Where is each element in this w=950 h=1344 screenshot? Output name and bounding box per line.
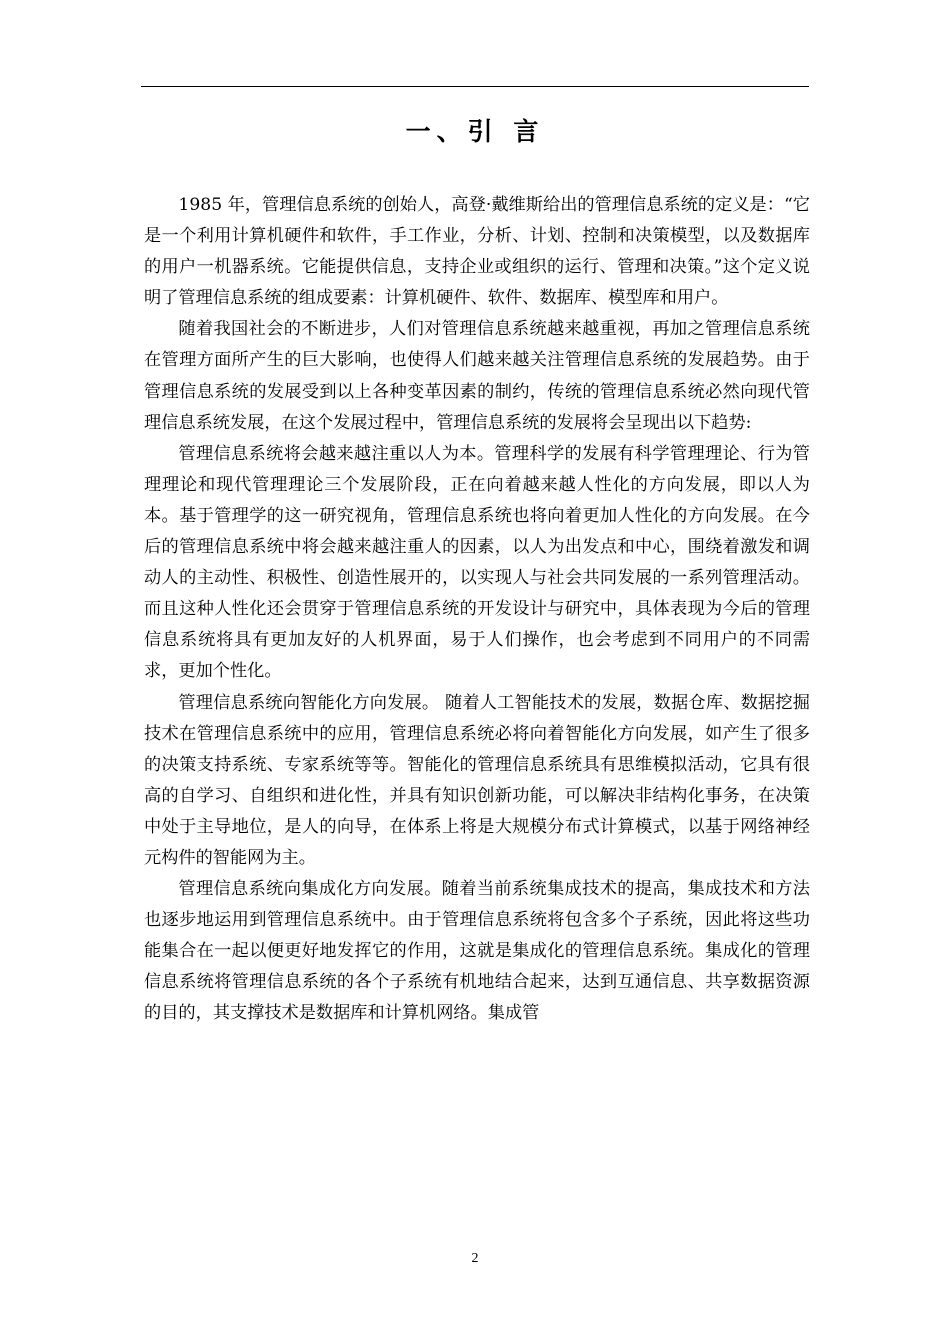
paragraph-people-oriented: 管理信息系统将会越来越注重以人为本。管理科学的发展有科学管理理论、行为管理理论和现代管理理论三个发展阶段，正在向着越来越人性化的方向发展，即以人为本。基于管理学的这一研究视角，管理信息系统也将向着更加人性化的方向发展。在今后的管理信息系统中将会越来越注重人的因素，以人为出发点和中心，围绕着激发和调动人的主动性、积极性、创造性展开的，以实现人与社会共同发展的一系列管理活动。而且这种人性化还会贯穿于管理信息系统的开发设计与研究中，具体表现为今后的管理信息系统将具有更加友好的人机界面，易于人们操作，也会考虑到不同用户的不同需求，更加个性化。 <box>144 443 810 682</box>
paragraph-definition: 1985 年，管理信息系统的创始人，高登·戴维斯给出的管理信息系统的定义是：“它是一个利用计算机硬件和软件，手工作业，分析、计划、控制和决策模型，以及数据库的用户一机器系统。它能提供信息，支持企业或组织的运行、管理和决策。”这个定义说明了管理信息系统的组成要素：计算机硬件、软件、数据库、模型库和用户。 <box>144 195 810 309</box>
header-rule <box>141 86 809 87</box>
paragraph-trends-intro: 随着我国社会的不断进步，人们对管理信息系统越来越重视，再加之管理信息系统在管理方面所产生的巨大影响，也使得人们越来越关注管理信息系统的发展趋势。由于管理信息系统的发展受到以上各种变革因素的制约，传统的管理信息系统必然向现代管理信息系统发展，在这个发展过程中，管理信息系统的发展将会呈现出以下趋势: <box>144 319 810 433</box>
section-heading: 一、引 言 <box>405 117 545 146</box>
paragraph-integrated: 管理信息系统向集成化方向发展。随着当前系统集成技术的提高，集成技术和方法也逐步地运用到管理信息系统中。由于管理信息系统将包含多个子系统，因此将这些功能集合在一起以便更好地发挥它的作用，这就是集成化的管理信息系统。集成化的管理信息系统将管理信息系统的各个子系统有机地结合起来，达到互通信息、共享数据资源的目的，其支撑技术是数据库和计算机网络。集成管 <box>144 879 810 1024</box>
paragraph-intelligent: 管理信息系统向智能化方向发展。 随着人工智能技术的发展，数据仓库、数据挖掘技术在管理信息系统中的应用，管理信息系统必将向着智能化方向发展，如产生了很多的决策支持系统、专家系统等等。智能化的管理信息系统具有思维模拟活动，它具有很高的自学习、自组织和进化性，并具有知识创新功能，可以解决非结构化事务，在决策中处于主导地位，是人的向导，在体系上将是大规模分布式计算模式，以基于网络神经元构件的智能网为主。 <box>144 692 810 868</box>
page-number: 2 <box>471 1251 479 1266</box>
body-text <box>144 190 810 1030</box>
